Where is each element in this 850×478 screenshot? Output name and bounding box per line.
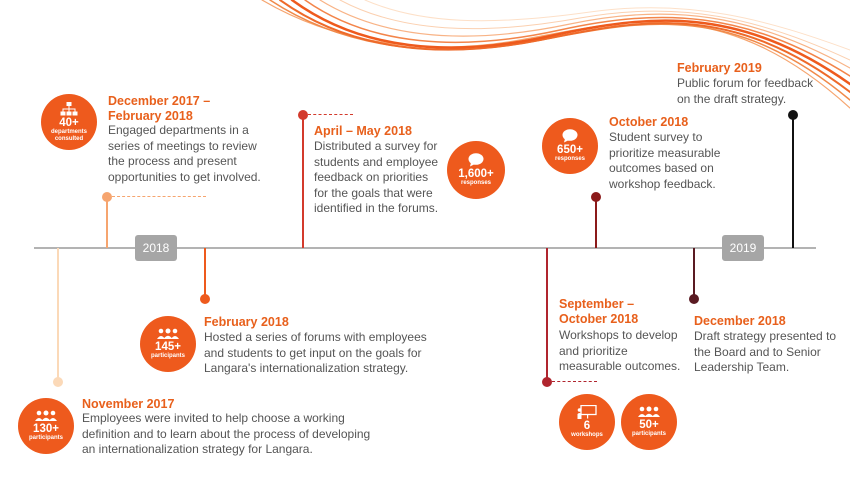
- people-icon: [34, 410, 58, 422]
- connector-line-oct2018: [595, 198, 597, 248]
- connector-line-feb2019: [792, 115, 794, 248]
- year-label-2019: 2019: [722, 235, 764, 261]
- stat-value: 40+: [59, 116, 79, 129]
- connector-dash-apr2018: [308, 114, 353, 115]
- event-date-feb2018: February 2018: [204, 315, 289, 329]
- stat-value: 130+: [33, 423, 59, 435]
- stat-circle-participants-nov2017: [18, 398, 74, 454]
- connector-line-sep2018: [546, 248, 548, 382]
- stat-label: responses: [554, 156, 585, 162]
- stat-circle-departments: [41, 94, 97, 150]
- connector-dot-oct2018: [591, 192, 601, 202]
- stat-value: 650+: [557, 144, 583, 156]
- stat-label: responses: [460, 180, 491, 186]
- stat-value: 6: [583, 420, 591, 432]
- connector-dot-sep2018: [542, 377, 552, 387]
- speech-bubble-icon: [562, 129, 578, 143]
- stat-circle-participants-feb2018: [140, 316, 196, 372]
- event-desc-nov2017: Employees were invited to help choose a working definition and to learn about the process of developing an internationalization strategy for Langara.: [82, 411, 371, 456]
- stat-label: participants: [28, 435, 63, 441]
- connector-dash-sep2018: [552, 381, 597, 382]
- connector-dot-feb2019: [788, 110, 798, 120]
- event-desc-dec2017: Engaged departments in a series of meetings to review the process and present opportunities to get involved.: [108, 123, 261, 184]
- stat-label: departments consulted: [50, 128, 87, 142]
- event-date-nov2017: November 2017: [82, 397, 175, 411]
- event-desc-feb2018: Hosted a series of forums with employees and students to get input on the goals for Langara's internationalization strategy.: [204, 330, 427, 375]
- connector-dot-feb2018: [200, 294, 210, 304]
- speech-bubble-icon: [468, 153, 484, 167]
- people-icon: [156, 328, 180, 340]
- event-date-apr2018: April – May 2018: [314, 124, 412, 138]
- connector-line-apr2018: [302, 115, 304, 248]
- connector-dash-dec2017: [112, 196, 206, 197]
- stat-circle-participants-sep2018: [621, 394, 677, 450]
- stat-label: participants: [150, 353, 185, 359]
- event-desc-sep2018: Workshops to develop and prioritize measurable outcomes.: [559, 328, 681, 373]
- people-icon: [637, 406, 661, 418]
- event-desc-feb2019: Public forum for feedback on the draft strategy.: [677, 76, 814, 106]
- event-date-feb2019: February 2019: [677, 61, 762, 75]
- connector-dot-dec2018: [689, 294, 699, 304]
- stat-value: 1,600+: [458, 168, 494, 180]
- stat-circle-responses-apr2018: [447, 141, 505, 199]
- stat-circle-responses-oct2018: [542, 118, 598, 174]
- event-date-dec2018: December 2018: [694, 314, 786, 328]
- connector-dot-dec2017: [102, 192, 112, 202]
- event-date-sep2018: September – October 2018: [559, 297, 639, 326]
- connector-line-dec2018: [693, 248, 695, 298]
- year-label-2018: 2018: [135, 235, 177, 261]
- stat-value: 50+: [639, 419, 659, 431]
- connector-line-nov2017: [57, 248, 59, 382]
- event-date-oct2018: October 2018: [609, 115, 689, 129]
- event-desc-dec2018: Draft strategy presented to the Board and to Senior Leadership Team.: [694, 329, 837, 374]
- stat-circle-workshops: [559, 394, 615, 450]
- connector-line-feb2018: [204, 248, 206, 298]
- stat-label: participants: [631, 431, 666, 437]
- event-date-dec2017: December 2017 – February 2018: [108, 94, 211, 123]
- presentation-icon: [577, 405, 597, 419]
- connector-dot-nov2017: [53, 377, 63, 387]
- connector-dot-apr2018: [298, 110, 308, 120]
- event-desc-apr2018: Distributed a survey for students and employee feedback on priorities for the goals that were identified in the forums.: [314, 139, 439, 215]
- org-chart-icon: [60, 102, 78, 116]
- event-desc-oct2018: Student survey to prioritize measurable outcomes based on workshop feedback.: [609, 130, 721, 191]
- connector-line-dec2017: [106, 198, 108, 248]
- stat-value: 145+: [155, 341, 181, 353]
- stat-label: workshops: [571, 432, 603, 438]
